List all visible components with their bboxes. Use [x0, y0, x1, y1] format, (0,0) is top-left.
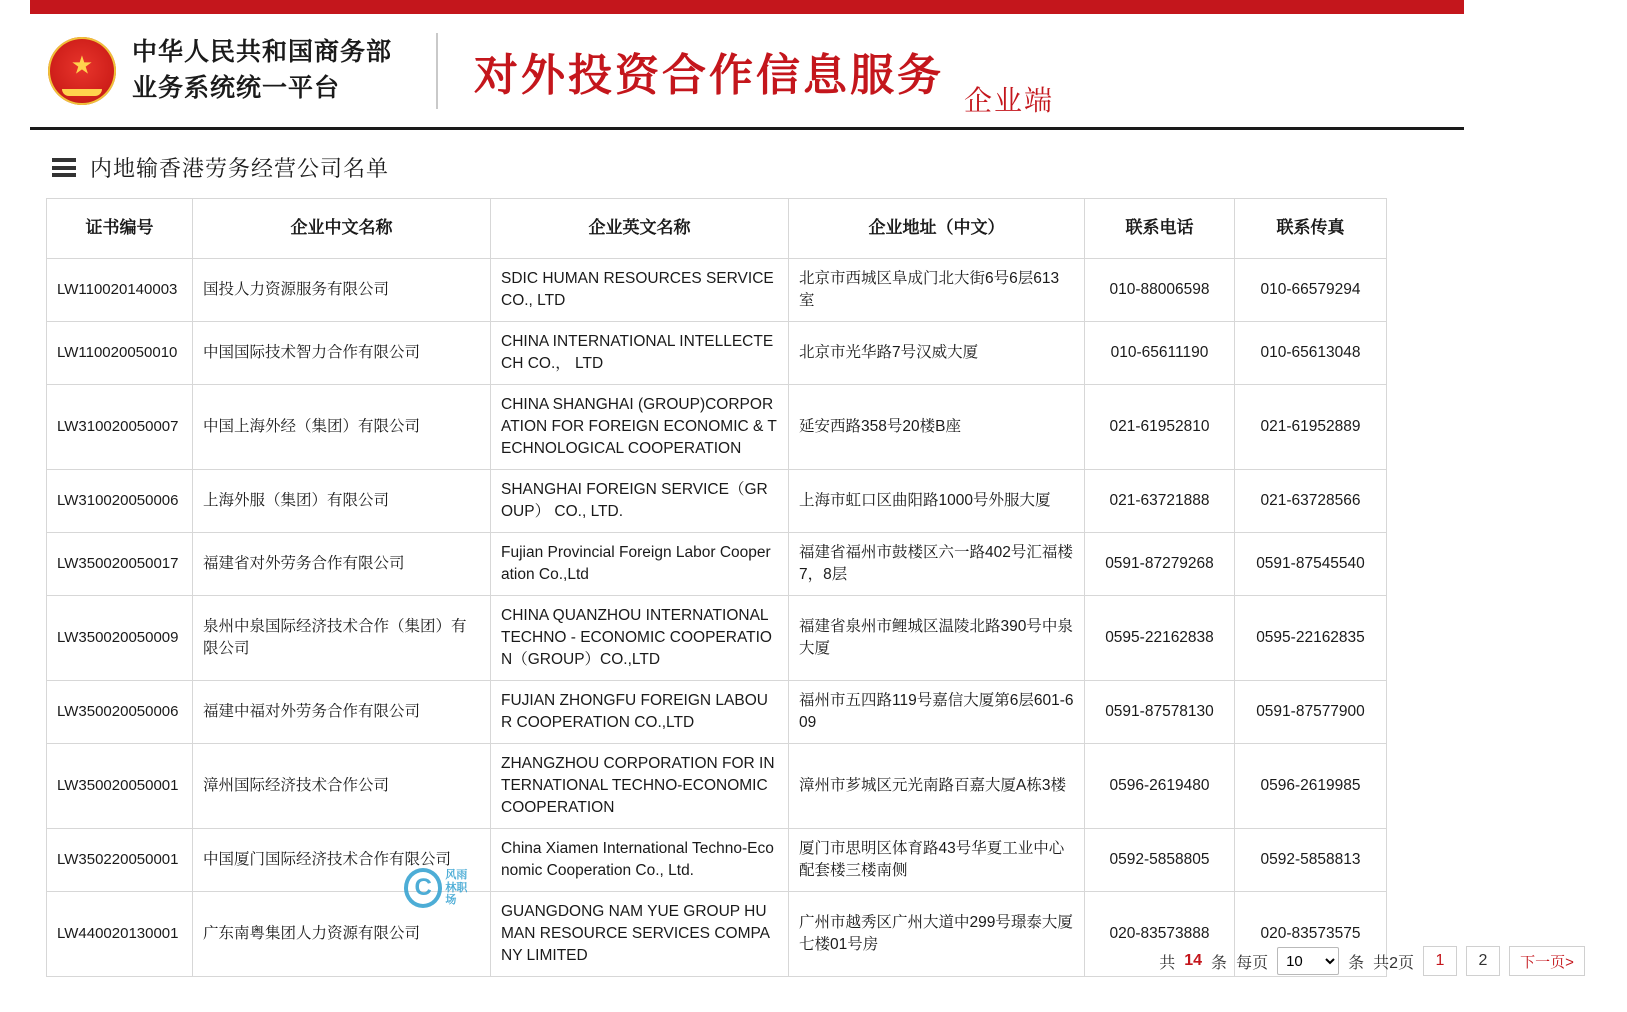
col-cert-no: 证书编号 — [47, 199, 193, 259]
cell-phone: 0592-5858805 — [1085, 829, 1235, 892]
cell-address-cn: 北京市光华路7号汉威大厦 — [789, 322, 1085, 385]
watermark-text: 风雨林职场 — [445, 869, 468, 907]
cell-company-cn: 国投人力资源服务有限公司 — [193, 259, 491, 322]
table-row — [47, 259, 1387, 322]
cell-fax: 010-65613048 — [1235, 322, 1387, 385]
cell-phone: 0591-87279268 — [1085, 533, 1235, 596]
col-company-en: 企业英文名称 — [491, 199, 789, 259]
cell-fax: 021-63728566 — [1235, 470, 1387, 533]
cell-company-en: China Xiamen International Techno-Economic Cooperation Co., Ltd. — [491, 829, 789, 892]
page-button-2[interactable]: 2 — [1466, 946, 1500, 976]
table-row — [47, 533, 1387, 596]
top-red-bar — [30, 0, 1464, 14]
cell-address-cn: 广州市越秀区广州大道中299号璟泰大厦七楼01号房 — [789, 892, 1085, 977]
top-right-margin — [1464, 0, 1627, 14]
cell-company-cn: 福建中福对外劳务合作有限公司 — [193, 681, 491, 744]
table-header-row — [47, 199, 1387, 259]
cell-cert-no: LW440020130001 — [47, 892, 193, 977]
cell-company-en: CHINA INTERNATIONAL INTELLECTECH CO.， LTD — [491, 322, 789, 385]
system-subtitle: 企业端 — [964, 85, 1055, 116]
national-emblem-icon — [48, 37, 116, 105]
cell-cert-no: LW350220050001 — [47, 829, 193, 892]
cell-fax: 010-66579294 — [1235, 259, 1387, 322]
cell-phone: 021-61952810 — [1085, 385, 1235, 470]
per-page-label: 每页 — [1236, 954, 1269, 972]
cell-company-en: Fujian Provincial Foreign Labor Cooperation Co.,Ltd — [491, 533, 789, 596]
cell-phone: 010-65611190 — [1085, 322, 1235, 385]
per-page-select[interactable] — [1277, 947, 1339, 975]
cell-company-cn: 泉州中泉国际经济技术合作（集团）有限公司 — [193, 596, 491, 681]
cell-cert-no: LW310020050006 — [47, 470, 193, 533]
table-row — [47, 744, 1387, 829]
cell-fax: 020-83573575 — [1235, 892, 1387, 977]
cell-address-cn: 福建省福州市鼓楼区六一路402号汇福楼7，8层 — [789, 533, 1085, 596]
total-prefix: 共 — [1159, 954, 1176, 972]
page-title — [52, 152, 389, 183]
page-button-1[interactable]: 1 — [1423, 946, 1457, 976]
cell-address-cn: 福建省泉州市鲤城区温陵北路390号中泉大厦 — [789, 596, 1085, 681]
cell-phone: 0591-87578130 — [1085, 681, 1235, 744]
cell-address-cn: 厦门市思明区体育路43号华夏工业中心配套楼三楼南侧 — [789, 829, 1085, 892]
cell-company-en: GUANGDONG NAM YUE GROUP HUMAN RESOURCE SERVICES COMPANY LIMITED — [491, 892, 789, 977]
cell-cert-no: LW350020050017 — [47, 533, 193, 596]
cell-fax: 0596-2619985 — [1235, 744, 1387, 829]
cell-cert-no: LW350020050009 — [47, 596, 193, 681]
cell-company-cn: 中国国际技术智力合作有限公司 — [193, 322, 491, 385]
page-title-text: 内地输香港劳务经营公司名单 — [90, 156, 390, 181]
table-row — [47, 470, 1387, 533]
pagination-bar — [1159, 946, 1585, 976]
header-divider — [436, 33, 438, 109]
left-margin — [0, 0, 30, 1012]
table-row — [47, 385, 1387, 470]
cell-cert-no: LW110020140003 — [47, 259, 193, 322]
table-row — [47, 681, 1387, 744]
cell-company-en: SHANGHAI FOREIGN SERVICE（GROUP） CO., LTD. — [491, 470, 789, 533]
cell-company-cn: 广东南粤集团人力资源有限公司 — [193, 892, 491, 977]
cell-company-en: ZHANGZHOU CORPORATION FOR INTERNATIONAL TECHNO-ECONOMIC COOPERATION — [491, 744, 789, 829]
cell-phone: 0595-22162838 — [1085, 596, 1235, 681]
table-row — [47, 829, 1387, 892]
cell-cert-no: LW110020050010 — [47, 322, 193, 385]
list-icon — [52, 158, 76, 177]
col-fax: 联系传真 — [1235, 199, 1387, 259]
total-pages-label: 共2页 — [1373, 954, 1414, 972]
cell-company-en: FUJIAN ZHONGFU FOREIGN LABOUR COOPERATION CO.,LTD — [491, 681, 789, 744]
cell-company-en: CHINA SHANGHAI (GROUP)CORPORATION FOR FOREIGN ECONOMIC & TECHNOLOGICAL COOPERATION — [491, 385, 789, 470]
table-row — [47, 596, 1387, 681]
col-phone: 联系电话 — [1085, 199, 1235, 259]
cell-phone: 010-88006598 — [1085, 259, 1235, 322]
ministry-line2: 业务系统统一平台 — [132, 73, 341, 102]
cell-cert-no: LW350020050006 — [47, 681, 193, 744]
site-header — [30, 14, 1464, 130]
cell-company-en: CHINA QUANZHOU INTERNATIONAL TECHNO - ECONOMIC COOPERATION（GROUP）CO.,LTD — [491, 596, 789, 681]
cell-company-cn: 中国上海外经（集团）有限公司 — [193, 385, 491, 470]
cell-fax: 0595-22162835 — [1235, 596, 1387, 681]
ministry-title — [132, 35, 392, 106]
cell-phone: 0596-2619480 — [1085, 744, 1235, 829]
cell-phone: 020-83573888 — [1085, 892, 1235, 977]
col-company-cn: 企业中文名称 — [193, 199, 491, 259]
per-page-unit: 条 — [1348, 954, 1365, 972]
system-title: 对外投资合作信息服务 — [474, 50, 945, 100]
cell-address-cn: 漳州市芗城区元光南路百嘉大厦A栋3楼 — [789, 744, 1085, 829]
cell-company-en: SDIC HUMAN RESOURCES SERVICE CO., LTD — [491, 259, 789, 322]
cell-company-cn: 中国厦门国际经济技术合作有限公司 — [193, 829, 491, 892]
cell-fax: 0591-87577900 — [1235, 681, 1387, 744]
cell-address-cn: 延安西路358号20楼B座 — [789, 385, 1085, 470]
total-suffix: 条 — [1211, 954, 1228, 972]
ministry-line1: 中华人民共和国商务部 — [132, 38, 393, 66]
col-address-cn: 企业地址（中文） — [789, 199, 1085, 259]
cell-cert-no: LW310020050007 — [47, 385, 193, 470]
company-table-container — [46, 198, 1386, 977]
cell-fax: 0592-5858813 — [1235, 829, 1387, 892]
cell-fax: 0591-87545540 — [1235, 533, 1387, 596]
company-table — [46, 198, 1387, 977]
cell-cert-no: LW350020050001 — [47, 744, 193, 829]
cell-fax: 021-61952889 — [1235, 385, 1387, 470]
total-count: 14 — [1184, 952, 1203, 969]
cell-address-cn: 福州市五四路119号嘉信大厦第6层601-609 — [789, 681, 1085, 744]
cell-phone: 021-63721888 — [1085, 470, 1235, 533]
cell-address-cn: 上海市虹口区曲阳路1000号外服大厦 — [789, 470, 1085, 533]
cell-company-cn: 漳州国际经济技术合作公司 — [193, 744, 491, 829]
next-page-button[interactable]: 下一页> — [1509, 946, 1585, 976]
cell-address-cn: 北京市西城区阜成门北大街6号6层613室 — [789, 259, 1085, 322]
cell-company-cn: 上海外服（集团）有限公司 — [193, 470, 491, 533]
table-row — [47, 322, 1387, 385]
cell-company-cn: 福建省对外劳务合作有限公司 — [193, 533, 491, 596]
